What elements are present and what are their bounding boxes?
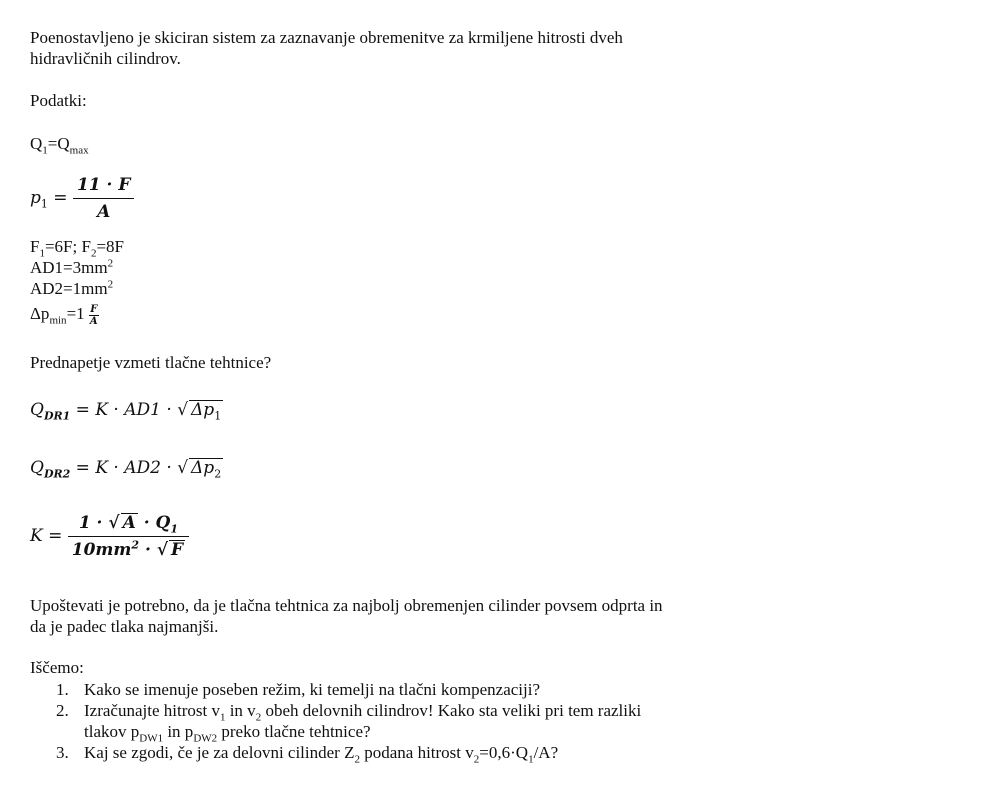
p1-formula: $p_1$ = $\frac{11 \cdot F}{A}$ [30, 174, 134, 223]
ad1-line: $AD1=3mm^2$ [30, 257, 114, 277]
k-formula: K = $\frac{1 \cdot √ A \cdot Q_1}{10mm^2 \cdot √ F}$ [30, 512, 189, 561]
task-list [30, 679, 724, 766]
list-item: 3. Kaj se zgodi, če je za delovni cilinder $Z_2$ podana hitrost $v_2=0,6\cdot Q_1/A$? [56, 743, 559, 766]
list-item: 2. Izračunajte hitrost $v_1$ in $v_2$ obeh delovnih cilindrov! Kako sta veliki pri tem razliki tlakov $p_{DW1}$ in $p_{DW2}$ preko tlačne tehtnice? [56, 701, 642, 745]
intro-line-1: Poenostavljeno je skiciran sistem za zaznavanje obremenitve za krmiljene hitrosti dveh [30, 28, 623, 47]
data-heading: Podatki: [30, 91, 87, 110]
k-fraction: $\frac{1 \cdot √ A \cdot Q_1}{10mm^2 \cdot √ F}$ [68, 512, 189, 561]
qdr2-formula: $Q_{DR2} = K \cdot AD2$ · √ $\Delta p_2$ [30, 458, 222, 481]
p1-fraction: $\frac{11 \cdot F}{A}$ [73, 174, 134, 223]
document-page [30, 0, 750, 797]
dpmin-fraction: $\frac{F}{A}$ [89, 303, 98, 327]
qdr2-radical: $\Delta p_2$ [191, 458, 222, 481]
ad2-line: $AD2=1mm^2$ [30, 278, 114, 298]
dpmin-line: $\Delta p_{min}=1$ $\frac{F}{A}$ [30, 303, 98, 327]
qdr1-formula: $Q_{DR1} = K \cdot AD1$ · √ $\Delta p_1$ [30, 400, 222, 423]
spring-question: Prednapetje vzmeti tlačne tehtnice? [30, 353, 272, 372]
forces-line: $F_1=6F$; $F_2=8F$ [30, 237, 124, 260]
q1-definition: $Q_1=Q_{max}$ [30, 134, 89, 157]
note-line-1: Upoštevati je potrebno, da je tlačna tehtnica za najbolj obremenjen cilinder povsem odprta in [30, 596, 663, 615]
note-line-2: da je padec tlaka najmanjši. [30, 617, 219, 636]
search-heading: Iščemo: [30, 658, 84, 677]
list-item: 1. Kako se imenuje poseben režim, ki temelji na tlačni kompenzaciji? [56, 680, 541, 699]
qdr1-radical: $\Delta p_1$ [191, 400, 222, 423]
intro-line-2: hidravličnih cilindrov. [30, 49, 181, 68]
